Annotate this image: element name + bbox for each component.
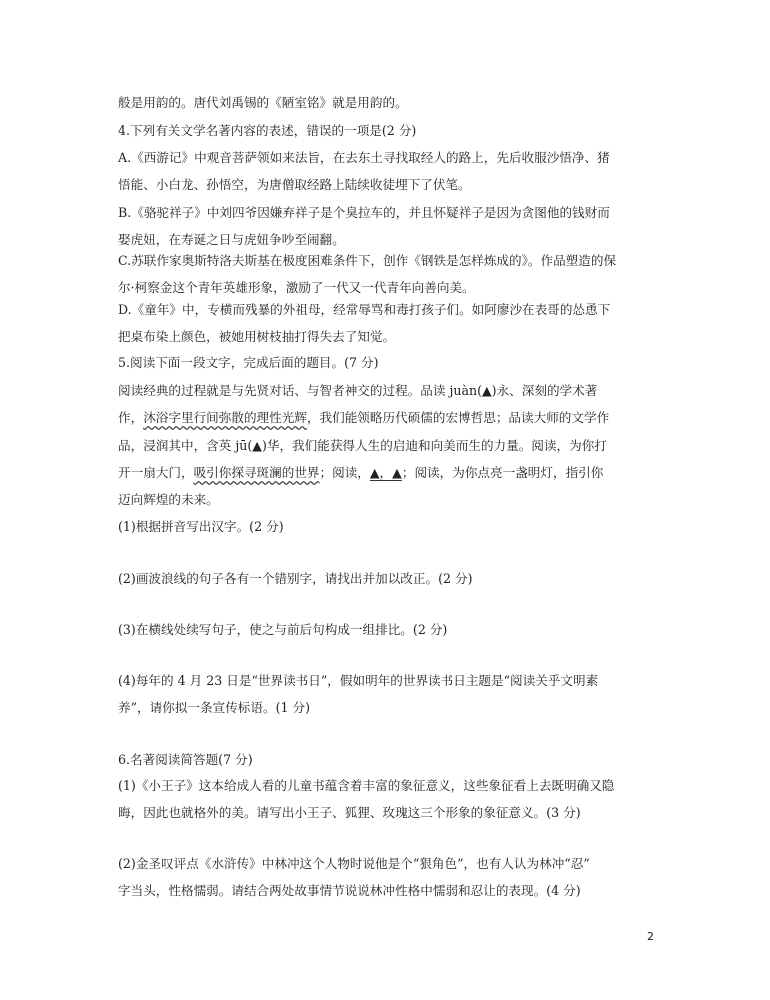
option-b-line1: B.《骆驼祥子》中刘四爷因嫌弃祥子是个臭拉车的，并且怀疑祥子是因为贪图他的钱财而 <box>118 205 610 220</box>
sub-question-1: (1)根据拼音写出汉字。(2 分) <box>118 519 284 534</box>
fill-blank-line: ▲，▲ <box>369 465 402 480</box>
q6-part2-line1: (2)金圣叹评点《水浒传》中林冲这个人物时说他是个“狠角色”，也有人认为林冲“忍” <box>118 856 590 871</box>
question-4-stem: 4.下列有关文学名著内容的表述，错误的一项是(2 分) <box>118 123 417 138</box>
option-c-line1: C.苏联作家奥斯特洛夫斯基在极度困难条件下，创作《钢铁是怎样炼成的》。作品塑造的保 <box>118 253 617 268</box>
option-d-line1: D.《童年》中，专横而残暴的外祖母，经常辱骂和毒打孩子们。如阿廖沙在表哥的怂恿下 <box>118 302 611 317</box>
question-6-stem: 6.名著阅读简答题(7 分) <box>118 752 253 767</box>
sub-question-2: (2)画波浪线的句子各有一个错别字，请找出并加以改正。(2 分) <box>118 571 473 586</box>
passage-line4-post: ；阅读，为你点亮一盏明灯，指引你 <box>401 465 604 480</box>
passage-line4-mid: ；阅读， <box>319 465 370 480</box>
passage-line1: 阅读经典的过程就是与先贤对话、与智者神交的过程。品读 juàn(▲)永、深刻的学术著 <box>118 383 598 398</box>
option-d-line2: 把桌布染上颜色，被她用树枝抽打得失去了知觉。 <box>118 329 396 344</box>
wavy-sentence-2: 吸引你探寻斑澜的世界 <box>193 465 320 480</box>
question-5-stem: 5.阅读下面一段文字，完成后面的题目。(7 分) <box>118 355 379 370</box>
option-a-line2: 悟能、小白龙、孙悟空，为唐僧取经路上陆续收徒埋下了伏笔。 <box>118 177 471 192</box>
q6-part1-line1: (1)《小王子》这本给成人看的儿童书蕴含着丰富的象征意义，这些象征看上去既明确又隐 <box>118 778 615 793</box>
passage-line5: 迈向辉煌的未来。 <box>118 492 219 507</box>
page-number: 2 <box>647 930 654 943</box>
sub-question-4-line1: (4)每年的 4 月 23 日是“世界读书日”，假如明年的世界读书日主题是“阅读关乎文明素 <box>118 673 599 688</box>
option-b-line2: 娶虎妞，在寿诞之日与虎妞争吵至闹翻。 <box>118 232 345 247</box>
sub-question-4-line2: 养”，请你拟一条宣传标语。(1 分) <box>118 700 310 715</box>
q6-part1-line2: 晦，因此也就格外的美。请写出小王子、狐狸、玫瑰这三个形象的象征意义。(3 分) <box>118 805 581 820</box>
option-a-line1: A.《西游记》中观音菩萨领如来法旨，在去东土寻找取经人的路上，先后收服沙悟净、猪 <box>118 150 610 165</box>
option-c-line2: 尔·柯察金这个青年英雄形象，激励了一代又一代青年向善向美。 <box>118 280 475 295</box>
passage-line2-pre: 作， <box>118 410 144 425</box>
passage-line4 <box>118 465 603 481</box>
q6-part2-line2: 字当头，性格懦弱。请结合两处故事情节说说林冲性格中懦弱和忍让的表现。(4 分) <box>118 883 581 898</box>
passage-line2-post: ，我们能领略历代硕儒的宏博哲思；品读大师的文学作 <box>306 410 610 425</box>
text-line: 般是用韵的。唐代刘禹锡的《陋室铭》就是用韵的。 <box>118 95 408 110</box>
passage-line2 <box>118 410 609 426</box>
sub-question-3: (3)在横线处续写句子，使之与前后句构成一组排比。(2 分) <box>118 622 448 637</box>
passage-line3: 品，浸润其中，含英 jū(▲)华，我们能获得人生的启迪和向美而生的力量。阅读，为你打 <box>118 438 607 453</box>
wavy-sentence-1: 沐浴字里行间弥散的理性光辉 <box>143 410 307 425</box>
passage-line4-pre: 开一扇大门， <box>118 465 194 480</box>
